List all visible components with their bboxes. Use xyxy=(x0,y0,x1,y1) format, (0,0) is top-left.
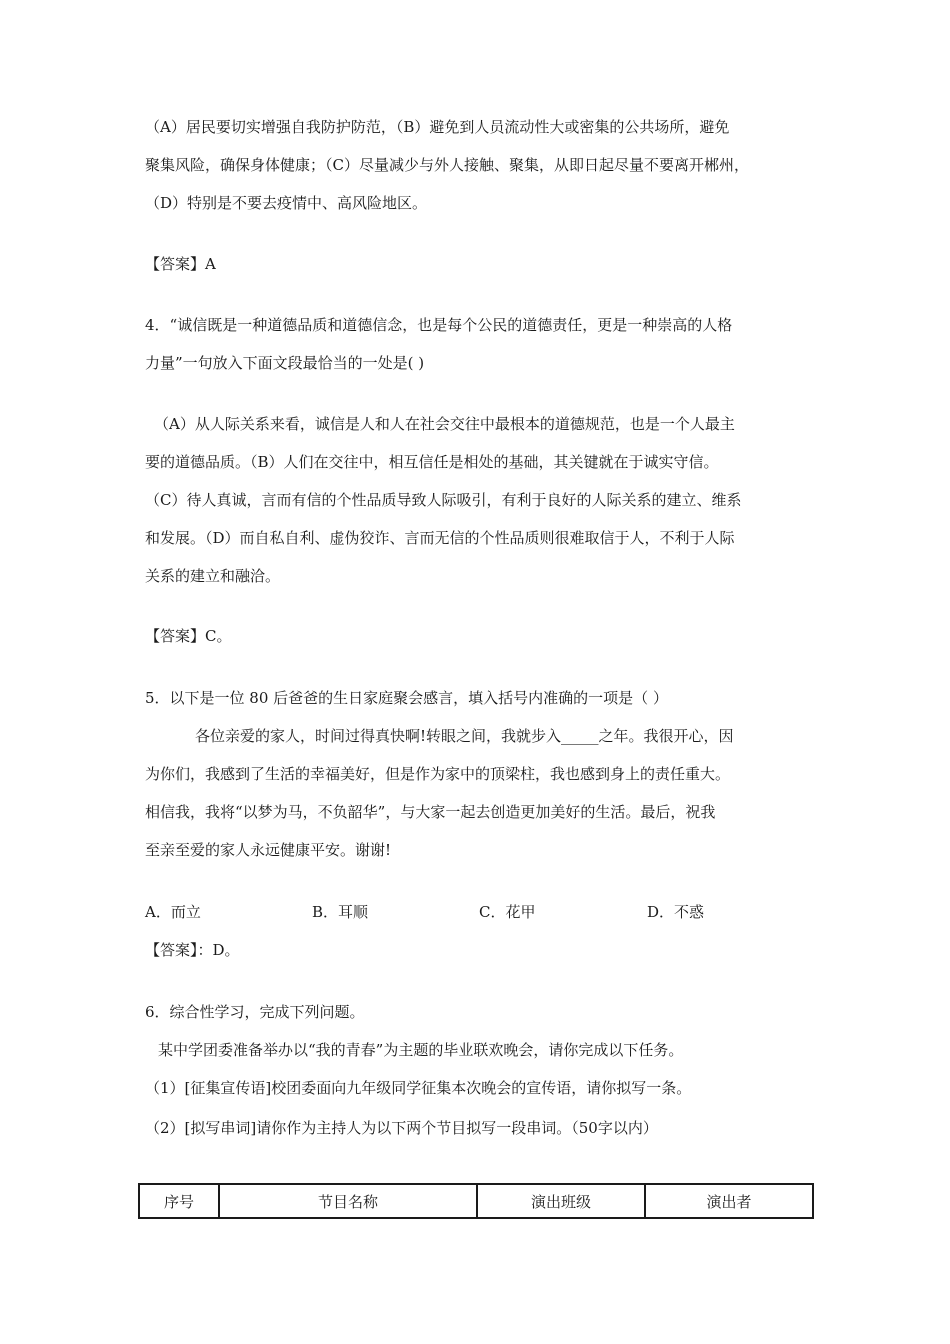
q4-stem-line: 力量”一句放入下面文段最恰当的一处是( ) xyxy=(145,354,425,372)
q5-option-b: B．耳顺 xyxy=(312,903,369,921)
q3-passage-line: （A）居民要切实增强自我防护防范，（B）避免到人员流动性大或密集的公共场所，避免 xyxy=(145,118,730,136)
q5-answer: 【答案】：D。 xyxy=(145,941,240,959)
q5-passage-line: 各位亲爱的家人，时间过得真快啊!转眼之间，我就步入_____之年。我很开心，因 xyxy=(195,727,734,745)
q3-passage-line: 聚集风险，确保身体健康；（C）尽量减少与外人接触、聚集，从即日起尽量不要离开郴州， xyxy=(145,156,749,174)
q4-passage-line: （C）待人真诚，言而有信的个性品质导致人际吸引，有利于良好的人际关系的建立、维系 xyxy=(145,491,742,509)
table-header-performer: 演出者 xyxy=(645,1184,813,1218)
q5-option-a: A．而立 xyxy=(145,903,201,921)
q5-option-c: C．花甲 xyxy=(479,903,536,921)
q5-stem: 5．以下是一位 80 后爸爸的生日家庭聚会感言，填入括号内准确的一项是（ ） xyxy=(145,689,668,707)
q4-passage-line: 和发展。（D）而自私自利、虚伪狡诈、言而无信的个性品质则很难取信于人，不利于人际 xyxy=(145,529,735,547)
q6-task-2: （2）[拟写串词]请你作为主持人为以下两个节目拟写一段串词。（50字以内） xyxy=(145,1119,658,1137)
table-header-program-name: 节目名称 xyxy=(219,1184,477,1218)
q4-passage-line: （A）从人际关系来看，诚信是人和人在社会交往中最根本的道德规范，也是一个人最主 xyxy=(154,415,735,433)
q5-option-d: D．不惑 xyxy=(647,903,705,921)
table-header-row xyxy=(139,1184,813,1218)
q5-passage-line: 为你们，我感到了生活的幸福美好，但是作为家中的顶梁柱，我也感到身上的责任重大。 xyxy=(145,765,731,783)
q4-passage-line: 关系的建立和融洽。 xyxy=(145,567,281,585)
q5-passage-line: 至亲至爱的家人永远健康平安。谢谢! xyxy=(145,841,392,859)
table-header-class: 演出班级 xyxy=(477,1184,645,1218)
table-header-index: 序号 xyxy=(139,1184,219,1218)
q4-answer: 【答案】C。 xyxy=(145,627,232,645)
q4-stem-line: 4．“诚信既是一种道德品质和道德信念，也是每个公民的道德责任，更是一种崇高的人格 xyxy=(145,316,733,334)
program-table xyxy=(138,1183,814,1219)
q6-task-1: （1）[征集宣传语]校团委面向九年级同学征集本次晚会的宣传语，请你拟写一条。 xyxy=(145,1079,692,1097)
q3-passage-line: （D）特别是不要去疫情中、高风险地区。 xyxy=(145,194,428,212)
q4-passage-line: 要的道德品质。（B）人们在交往中，相互信任是相处的基础，其关键就在于诚实守信。 xyxy=(145,453,719,471)
q3-answer: 【答案】A xyxy=(145,255,216,273)
q5-passage-line: 相信我，我将“以梦为马，不负韶华”，与大家一起去创造更加美好的生活。最后，祝我 xyxy=(145,803,716,821)
q6-intro: 某中学团委准备举办以“我的青春”为主题的毕业联欢晚会，请你完成以下任务。 xyxy=(158,1041,684,1059)
q6-stem: 6．综合性学习，完成下列问题。 xyxy=(145,1003,365,1021)
